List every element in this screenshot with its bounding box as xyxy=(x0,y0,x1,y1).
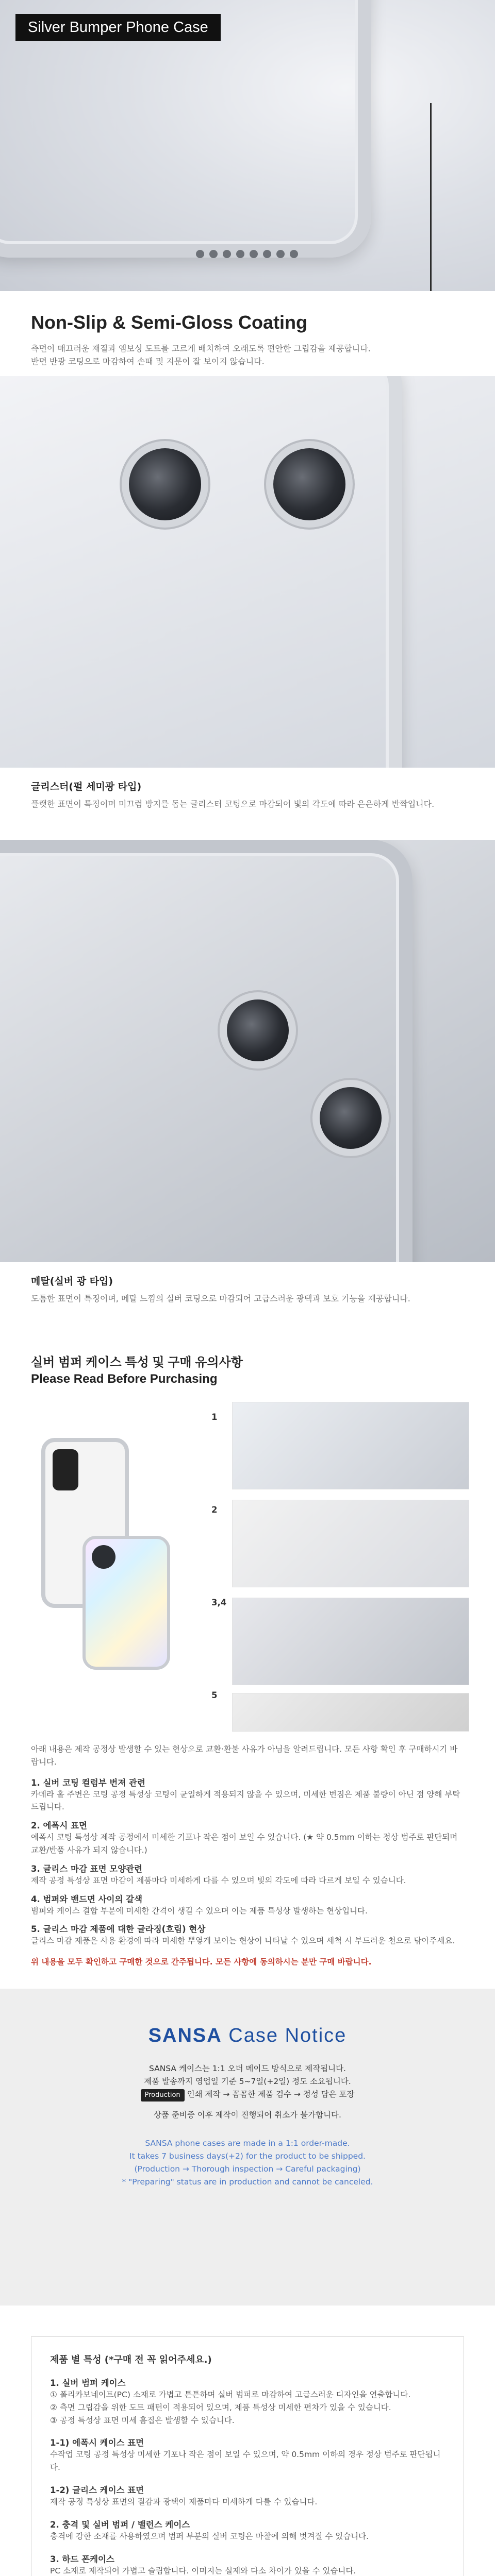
caution-item-body: 에폭시 코팅 특성상 제작 공정에서 미세한 기포나 작은 점이 보일 수 있습니다. (★ 약 0.5mm 이하는 정상 범주로 판단되며 교환/반품 사유가 되지 않습니다.) xyxy=(31,1833,458,1855)
details-title: 제품 별 특성 (*구매 전 꼭 읽어주세요.) xyxy=(50,2354,212,2365)
hero-case-photo xyxy=(0,0,495,291)
caution-item xyxy=(31,1776,464,1814)
notice-en-2: It takes 7 business days(+2) for the product to be shipped. xyxy=(129,2151,366,2161)
details-section-title: 1-1) 에폭시 케이스 표면 xyxy=(50,2438,144,2448)
pearl-title: 글리스터(펄 세미광 타입) xyxy=(31,781,142,792)
production-badge: Production xyxy=(141,2089,185,2102)
coating-desc-1: 측면이 매끄러운 재질과 엠보싱 도트를 고르게 배치하여 오래도록 편안한 그립감을 제공합니다. xyxy=(31,344,371,353)
caution-item-body: 범퍼와 케이스 결합 부분에 미세한 간격이 생길 수 있으며 이는 제품 특성상 발생하는 현상입니다. xyxy=(31,1906,368,1916)
coating-desc-2: 반면 반광 코팅으로 마감하여 손때 및 지문이 잘 보이지 않습니다. xyxy=(31,356,265,366)
notice-en-3: (Production → Thorough inspection → Careful packaging) xyxy=(134,2164,361,2174)
callout-label-2: 2 xyxy=(211,1505,218,1515)
notice-ko-2: 제품 발송까지 영업일 기준 5~7일(+2일) 정도 소요됩니다. xyxy=(144,2076,351,2086)
callout-label-34: 3,4 xyxy=(211,1598,227,1607)
closeup-34 xyxy=(232,1598,469,1685)
caution-intro: 아래 내용은 제작 공정상 발생할 수 있는 현상으로 교환·환불 사유가 아님을 알려드립니다. 모든 사항 확인 후 구매하시기 바랍니다. xyxy=(31,1744,458,1767)
caution-item-body: 글리스 마감 제품은 사용 환경에 따라 미세한 뿌옇게 보이는 현상이 나타날 수 있으며 세척 시 부드러운 천으로 닦아주세요. xyxy=(31,1936,455,1946)
details-section-body: 충격에 강한 소재를 사용하였으며 범퍼 부분의 실버 코팅은 마찰에 의해 벗겨질 수 있습니다. xyxy=(50,2531,369,2541)
caution-item-title: 4. 범퍼와 밴드면 사이의 갈색 xyxy=(31,1894,143,1904)
details-section-body: PC 소재로 제작되어 가볍고 슬림합니다. 이미지는 실제와 다소 차이가 있을 수 있습니다. xyxy=(50,2566,356,2575)
details-section-body: ① 폴리카보네이트(PC) 소재로 가볍고 튼튼하며 실버 범퍼로 마감하여 고급스러운 디자인을 연출합니다. ② 측면 그립감을 위한 도트 패턴이 적용되어 있으며, 제품 특성상 미세한 편차가 있을 수 있습니다. ③ 공정 특성상 표면 미세 흠집은 발생할 수 있습니다. xyxy=(50,2390,411,2425)
closeup-5 xyxy=(232,1693,469,1732)
notice-title-suffix: Case Notice xyxy=(228,2025,347,2046)
details-section xyxy=(50,2483,445,2509)
notice-ko-4: 상품 준비중 이후 제작이 진행되어 취소가 불가합니다. xyxy=(154,2110,341,2120)
pearl-caption xyxy=(0,768,495,840)
coating-title: Non-Slip & Semi-Gloss Coating xyxy=(31,312,308,333)
caution-title-en: Please Read Before Purchasing xyxy=(31,1372,218,1386)
closeup-2 xyxy=(232,1500,469,1587)
glossy-caption xyxy=(0,1262,495,1334)
pearl-desc: 플랫한 표면이 특징이며 미끄럼 방지를 돕는 글리스터 코팅으로 마감되어 빛의 각도에 따라 은은하게 반짝입니다. xyxy=(31,799,435,809)
details-section xyxy=(50,2518,445,2543)
caution-diagram xyxy=(31,1402,464,1732)
caution-item-title: 1. 실버 코팅 컬럼부 번져 관련 xyxy=(31,1777,145,1788)
details-section xyxy=(50,2552,445,2576)
closeup-1 xyxy=(232,1402,469,1489)
notice-title xyxy=(41,2025,454,2047)
caution-item-body: 카메라 홀 주변은 코팅 공정 특성상 코팅이 균일하게 적용되지 않을 수 있으며, 미세한 번짐은 제품 불량이 아닌 점 양해 부탁드립니다. xyxy=(31,1789,460,1812)
glossy-desc: 도톰한 표면이 특징이며, 메탈 느낌의 실버 코팅으로 마감되어 고급스러운 광택과 보호 기능을 제공합니다. xyxy=(31,1294,410,1303)
pearl-photo xyxy=(0,376,495,768)
caution-item xyxy=(31,1922,464,1947)
notice-en-1: SANSA phone cases are made in a 1:1 order-made. xyxy=(145,2139,350,2148)
caution-item xyxy=(31,1892,464,1918)
caution-item-title: 5. 글리스 마감 제품에 대한 글라징(흐림) 현상 xyxy=(31,1924,206,1935)
details-wrapper xyxy=(0,2306,495,2576)
details-section xyxy=(50,2376,445,2427)
page-title: Silver Bumper Phone Case xyxy=(15,14,221,41)
hero-section xyxy=(0,0,495,291)
details-section-title: 1. 실버 범퍼 케이스 xyxy=(50,2378,126,2388)
notice-ko-1: SANSA 케이스는 1:1 오더 메이드 방식으로 제작됩니다. xyxy=(148,2064,346,2073)
coating-section xyxy=(0,291,495,376)
caution-title-ko: 실버 범퍼 케이스 특성 및 구매 유의사항 xyxy=(31,1355,243,1369)
details-section-title: 2. 충격 및 실버 범퍼 / 밸런스 케이스 xyxy=(50,2519,190,2530)
details-section-body: 수작업 코팅 공정 특성상 미세한 기포나 작은 점이 보일 수 있으며, 약 0.5mm 이하의 경우 정상 범주로 판단됩니다. xyxy=(50,2450,441,2472)
pointer-line xyxy=(430,103,432,291)
caution-item xyxy=(31,1862,464,1887)
glossy-photo xyxy=(0,840,495,1262)
details-section xyxy=(50,2436,445,2474)
caution-footnote: 위 내용을 모두 확인하고 구매한 것으로 간주됩니다. 모든 사항에 동의하시는 분만 구매 바랍니다. xyxy=(31,1957,372,1967)
details-section-title: 1-2) 글리스 케이스 표면 xyxy=(50,2485,144,2495)
callout-label-1: 1 xyxy=(211,1412,218,1422)
details-card xyxy=(31,2336,464,2576)
caution-item-title: 3. 글리스 마감 표면 모양관련 xyxy=(31,1863,143,1874)
caution-item-title: 2. 에폭시 표면 xyxy=(31,1821,87,1831)
glossy-title: 메탈(실버 광 타입) xyxy=(31,1276,113,1287)
notice-en-4: * "Preparing" status are in production and cannot be canceled. xyxy=(122,2177,373,2187)
notice-title-brand: SANSA xyxy=(148,2025,222,2046)
caution-list xyxy=(31,1776,464,1948)
notice-ko-3: 인쇄 제작 → 꼼꼼한 제품 검수 → 정성 담은 포장 xyxy=(187,2089,355,2099)
caution-item-body: 제작 공정 특성상 표면 마감이 제품마다 미세하게 다를 수 있으며 빛의 각도에 따라 다르게 보일 수 있습니다. xyxy=(31,1875,406,1885)
callout-label-5: 5 xyxy=(211,1690,218,1700)
caution-section xyxy=(0,1334,495,1989)
details-section-title: 3. 하드 폰케이스 xyxy=(50,2554,114,2564)
case-illustration-holo xyxy=(82,1536,170,1670)
notice-section xyxy=(0,1989,495,2306)
notice-production-line xyxy=(67,2088,428,2102)
caution-item xyxy=(31,1819,464,1857)
details-section-body: 제작 공정 특성상 표면의 질감과 광택이 제품마다 미세하게 다를 수 있습니다. xyxy=(50,2497,318,2506)
